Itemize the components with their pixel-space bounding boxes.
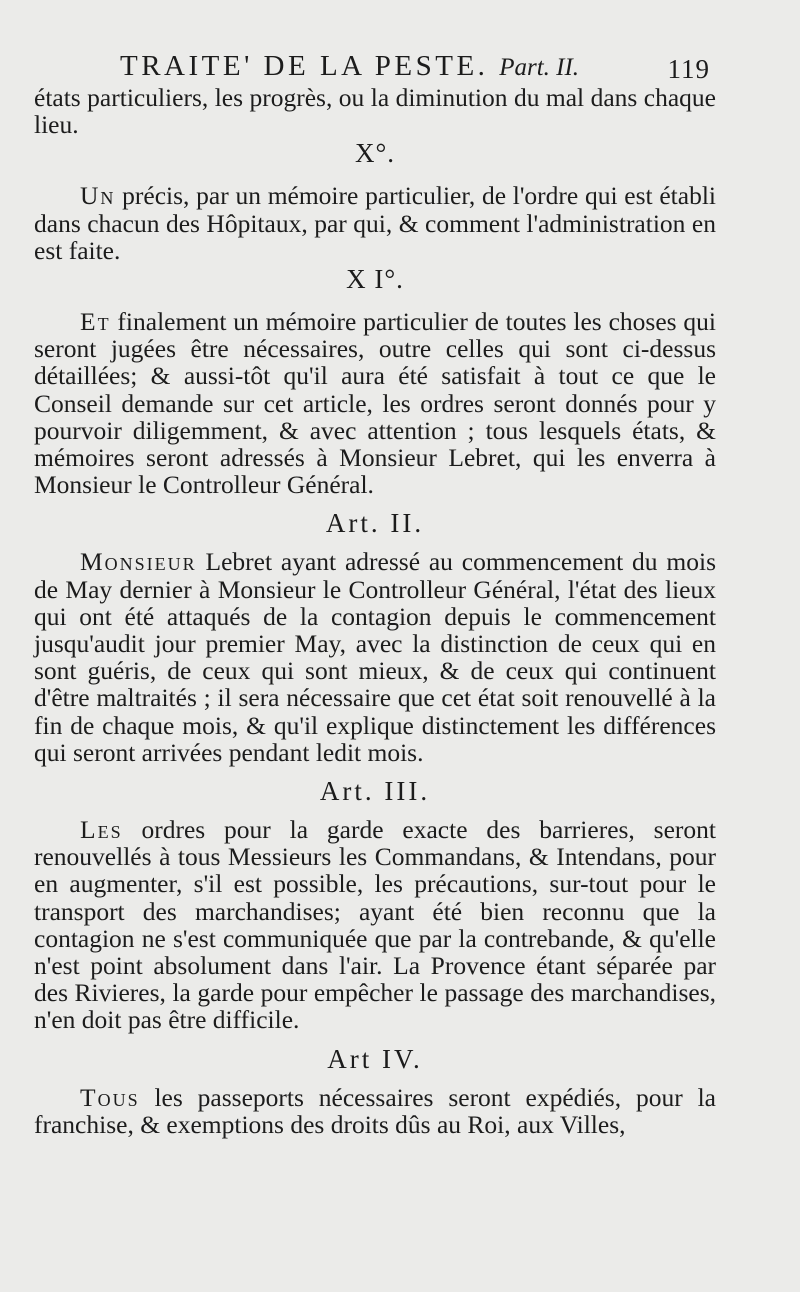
paragraph-section-xi [34,308,716,498]
drop-word: Tous [80,1082,140,1112]
paragraph-article-4 [34,1084,716,1138]
paragraph-text: ordres pour la garde exacte des barrieres, seront renouvellés à tous Messieurs les Commandans, & Intendans, pour en augmenter, s'il est possible, les précautions, sur-tout pour le transport des marchandises; ayant été bien reconnu que la contagion ne s'est communiquée que par la contrebande, & qu'elle n'est point absolument dans l'air. La Provence étant séparée par des Rivieres, la garde pour empêcher le passage des marchandises, n'en doit pas être difficile. [34,815,716,1035]
paragraph-article-3 [34,816,716,1034]
drop-word: Les [80,815,123,845]
paragraph-text: finalement un mémoire particulier de toutes les choses qui seront jugées être nécessaires, outre celles qui sont ci-dessus détaillées; & aussi-tôt qu'il aura été satisfait à tout ce que le Conseil demande sur cet article, les ordres seront donnés pour y pourvoir diligemment, & avec attention ; tous lesquels états, & mémoires seront adressés à Monsieur Lebret, qui les enverra à Monsieur le Controlleur Général. [34,307,716,500]
drop-word: Monsieur [80,547,197,577]
article-heading-2: Art. II. [325,508,425,539]
drop-word: Et [80,307,111,337]
paragraph-continued: états particuliers, les progrès, ou la diminution du mal dans chaque lieu. [34,83,716,140]
running-title-part: Part. II. [499,54,580,81]
page-header [120,50,720,86]
paragraph-article-2 [34,548,716,766]
running-title [120,50,579,83]
section-heading-x: X°. [354,138,396,169]
paragraph-text: précis, par un mémoire particulier, de l'ordre qui est établi dans chacun des Hôpitaux, par qui, & comment l'administration en est faite. [34,181,716,265]
running-title-text: TRAITE' DE LA PESTE. [120,50,489,82]
article-heading-3: Art. III. [319,776,431,807]
paragraph-text: Lebret ayant adressé au commencement du mois de May dernier à Monsieur le Controlleur Général, l'état des lieux qui ont été attaqués de la contagion depuis le commencement jusqu'audit jour premier May, avec la distinction de ceux qui en sont guéris, de ceux qui sont mieux, & de ceux qui continuent d'être maltraités ; il sera nécessaire que cet état soit renouvellé à la fin de chaque mois, & qu'il explique distinctement les différences qui seront arrivées pendant ledit mois. [34,547,716,767]
paragraph-text: les passeports nécessaires seront expédiés, pour la franchise, & exemptions des droits dûs au Roi, aux Villes, [34,1082,716,1139]
section-heading-xi: X I°. [346,264,404,295]
page-number: 119 [667,54,710,84]
paragraph-section-x [34,182,716,264]
drop-word: Un [80,181,116,211]
page-body [34,84,716,1138]
article-heading-4: Art IV. [327,1043,423,1074]
